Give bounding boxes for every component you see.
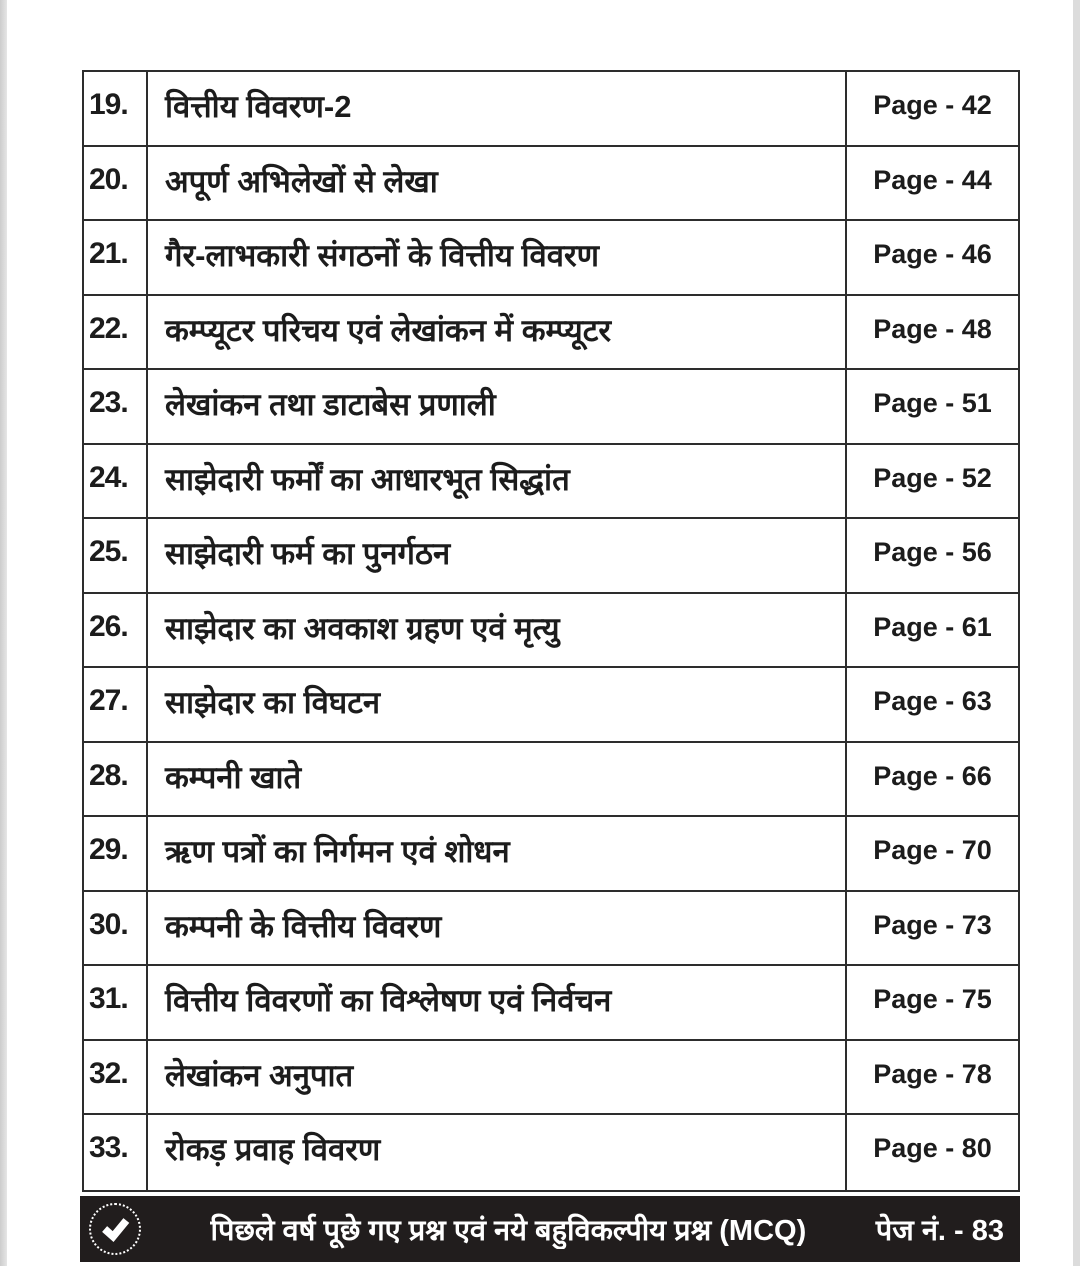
toc-row [84, 296, 1018, 371]
toc-row [84, 1115, 1018, 1190]
mcq-footer-label: पिछले वर्ष पूछे गए प्रश्न एवं नये बहुविकल्पीय प्रश्न (MCQ) [210, 1214, 807, 1247]
scan-edge-right [1073, 0, 1080, 1266]
serial-number: 27. [84, 668, 148, 741]
serial-number: 26. [84, 594, 148, 667]
serial-number: 30. [84, 892, 148, 965]
toc-row [84, 966, 1018, 1041]
toc-row [84, 445, 1018, 520]
page-number: Page - 66 [873, 760, 992, 791]
chapter-title: गैर-लाभकारी संगठनों के वित्तीय विवरण [148, 221, 847, 294]
serial-number: 24. [84, 445, 148, 518]
page-number: Page - 80 [873, 1133, 992, 1163]
page-number: Page - 63 [873, 686, 992, 716]
chapter-title: ऋण पत्रों का निर्गमन एवं शोधन [148, 817, 847, 890]
toc-row [84, 892, 1018, 967]
chapter-title: रोकड़ प्रवाह विवरण [148, 1115, 847, 1190]
chapter-title: कम्प्यूटर परिचय एवं लेखांकन में कम्प्यूटर [148, 296, 847, 369]
chapter-title: वित्तीय विवरणों का विश्लेषण एवं निर्वचन [148, 966, 847, 1039]
chapter-title: कम्पनी खाते [148, 743, 847, 816]
toc-row [84, 221, 1018, 296]
toc-row [84, 594, 1018, 669]
page-number: Page - 52 [873, 462, 992, 493]
serial-number: 21. [84, 221, 148, 294]
chapter-title: साझेदार का अवकाश ग्रहण एवं मृत्यु [148, 594, 847, 667]
toc-row [84, 817, 1018, 892]
toc-row [84, 519, 1018, 594]
chapter-title: लेखांकन तथा डाटाबेस प्रणाली [148, 370, 847, 443]
serial-number: 20. [84, 147, 148, 220]
toc-row [84, 668, 1018, 743]
table-of-contents [82, 70, 1020, 1192]
serial-number: 29. [84, 817, 148, 890]
toc-row [84, 743, 1018, 818]
chapter-title: अपूर्ण अभिलेखों से लेखा [148, 147, 847, 220]
toc-row [84, 72, 1018, 147]
page-number: Page - 61 [873, 611, 992, 642]
check-icon [89, 1203, 141, 1255]
page-number: Page - 48 [873, 313, 992, 344]
page-number: Page - 51 [873, 388, 992, 418]
page-number: Page - 56 [873, 537, 992, 567]
page-number: Page - 73 [873, 909, 992, 940]
serial-number: 32. [84, 1041, 148, 1114]
page-number: Page - 46 [873, 239, 992, 269]
page-number: Page - 44 [873, 164, 992, 195]
toc-row [84, 147, 1018, 222]
scan-edge-left [0, 0, 7, 1266]
page-number: Page - 42 [873, 90, 992, 120]
chapter-title: वित्तीय विवरण-2 [148, 72, 847, 145]
chapter-title: साझेदार का विघटन [148, 668, 847, 741]
serial-number: 23. [84, 370, 148, 443]
serial-number: 33. [84, 1115, 148, 1190]
page-number: Page - 70 [873, 835, 992, 865]
chapter-title: कम्पनी के वित्तीय विवरण [148, 892, 847, 965]
page-number: Page - 75 [873, 984, 992, 1014]
mcq-footer-page-ref: पेज नं. - 83 [875, 1214, 1004, 1247]
serial-number: 28. [84, 743, 148, 816]
chapter-title: साझेदारी फर्मों का आधारभूत सिद्धांत [148, 445, 847, 518]
chapter-title: साझेदारी फर्म का पुनर्गठन [148, 519, 847, 592]
toc-row [84, 1041, 1018, 1116]
serial-number: 31. [84, 966, 148, 1039]
serial-number: 25. [84, 519, 148, 592]
chapter-title: लेखांकन अनुपात [148, 1041, 847, 1114]
serial-number: 19. [84, 72, 148, 145]
serial-number: 22. [84, 296, 148, 369]
page-number: Page - 78 [873, 1058, 992, 1089]
toc-row [84, 370, 1018, 445]
mcq-footer-bar [80, 1196, 1020, 1262]
